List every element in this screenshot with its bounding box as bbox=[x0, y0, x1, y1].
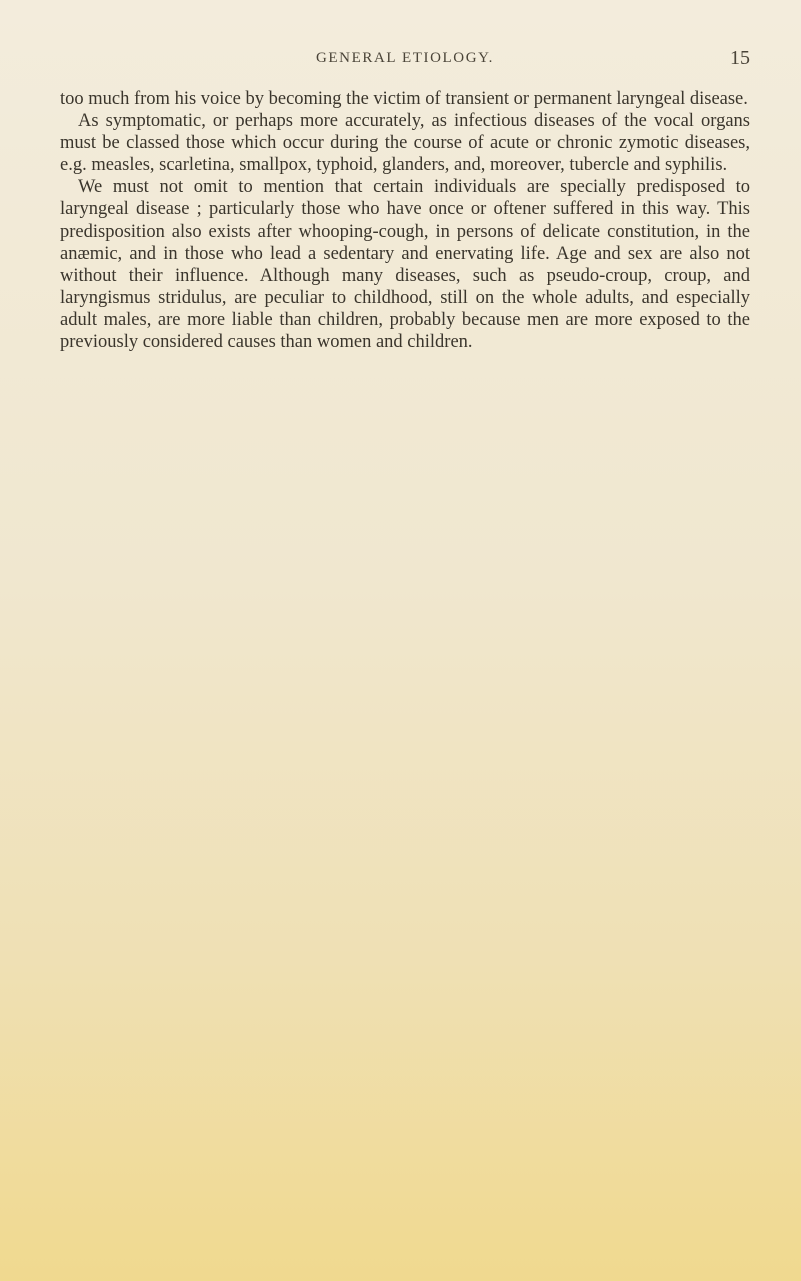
body-text bbox=[60, 88, 750, 353]
paragraph-predisposition: We must not omit to mention that certain individuals are specially predisposed to laryngeal disease ; particularly those who have once or oftener suffered in this way. This predisposition also exists after whooping-cough, in persons of delicate constitution, in the anæmic, and in those who lead a sedentary and enervating life. Age and sex are also not without their influence. Although many diseases, such as pseudo-croup, croup, and laryngismus stridulus, are peculiar to childhood, still on the whole adults, and especially adult males, are more liable than children, probably because men are more exposed to the previously considered causes than women and children. bbox=[60, 177, 750, 353]
running-head bbox=[60, 47, 750, 74]
paragraph-continuation: too much from his voice by becoming the victim of transient or permanent laryngeal disease. bbox=[60, 89, 748, 109]
page-number: 15 bbox=[730, 47, 750, 69]
running-title: GENERAL ETIOLOGY. bbox=[315, 50, 494, 66]
book-page bbox=[60, 47, 750, 353]
paragraph-symptomatic-causes: As symptomatic, or perhaps more accurately, as infectious diseases of the vocal organs must be classed those which occur during the course of acute or chronic zymotic diseases, e.g. measles, scarletina, smallpox, typhoid, glanders, and, moreover, tubercle and syphilis. bbox=[60, 111, 750, 176]
